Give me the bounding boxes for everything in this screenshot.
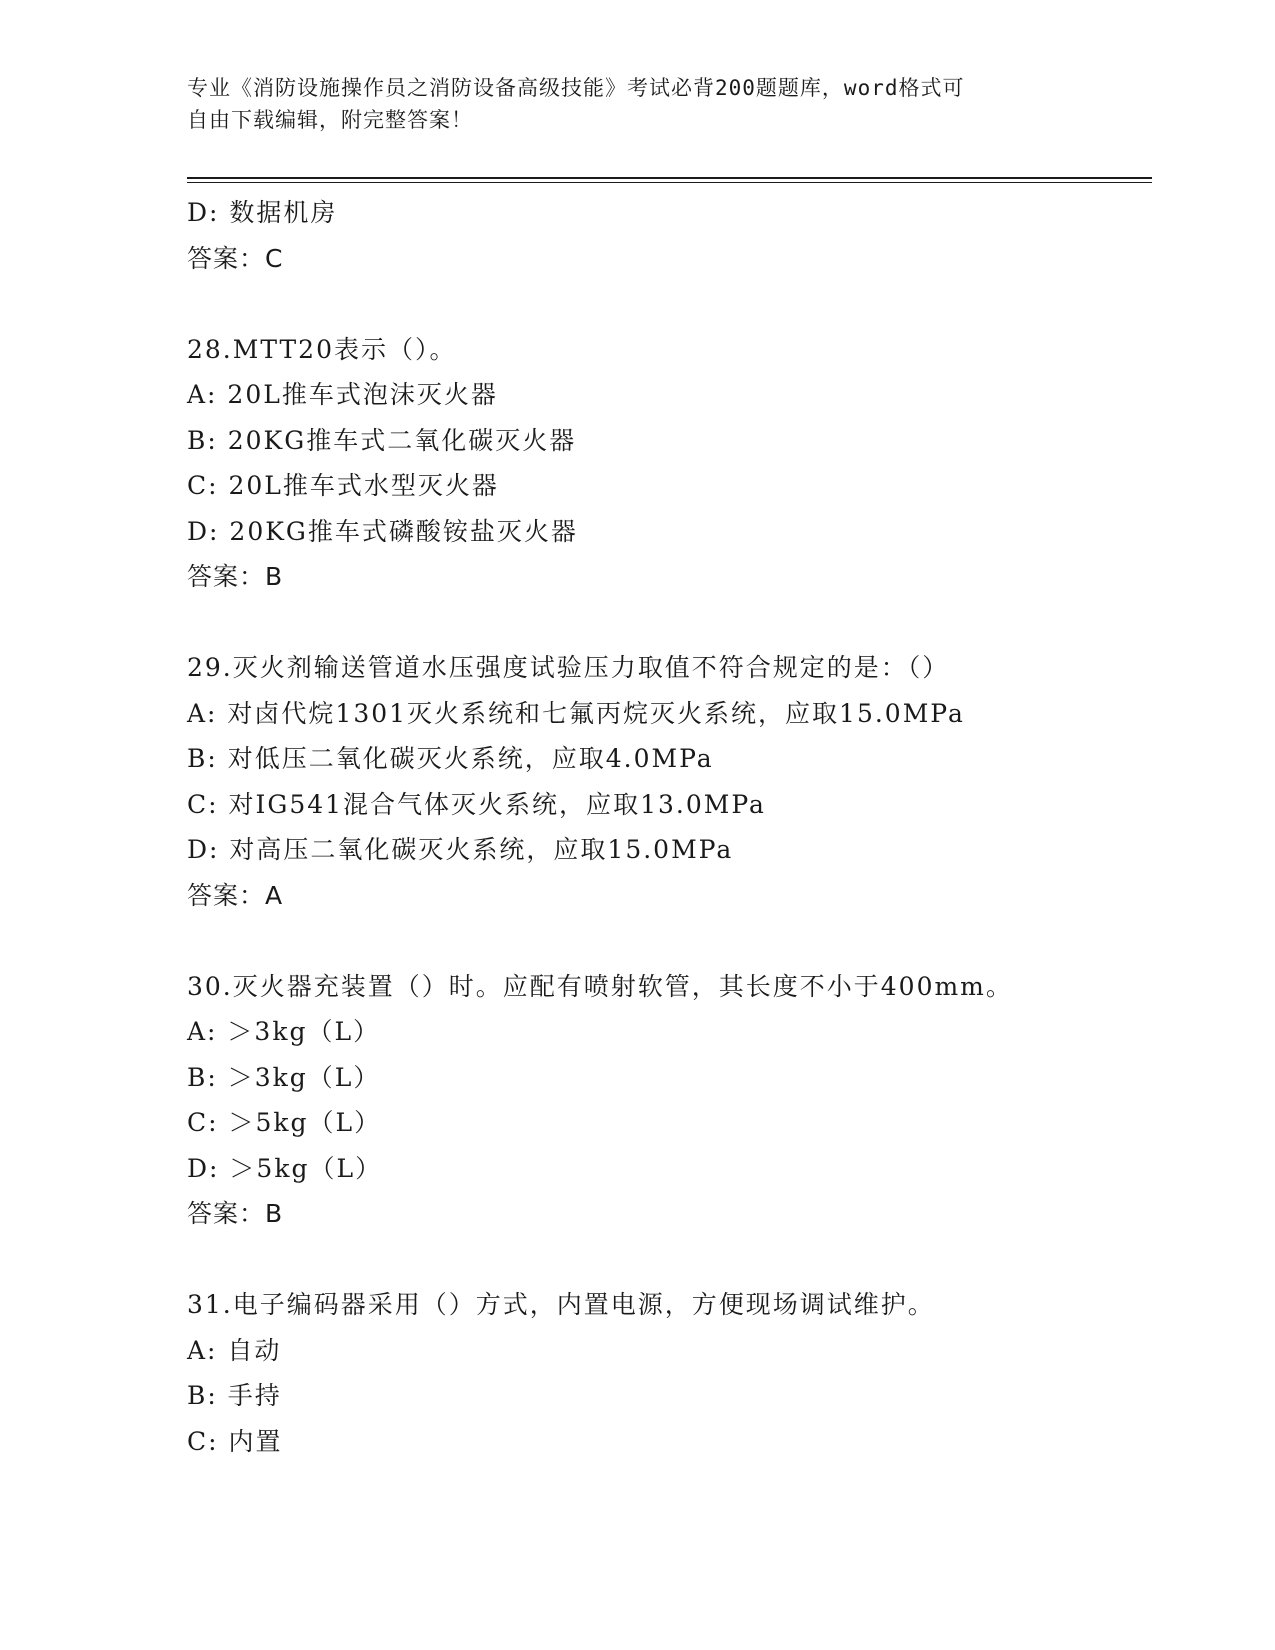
question-option: A: ＞3kg（L） bbox=[187, 1017, 381, 1046]
question-option: A: 自动 bbox=[187, 1335, 282, 1365]
question-option: D: ＞5kg（L） bbox=[187, 1153, 383, 1183]
question-option: C: 内置 bbox=[187, 1426, 283, 1456]
header-line-2: 自由下载编辑，附完整答案！ bbox=[187, 108, 473, 132]
question-answer: 答案：B bbox=[187, 1199, 284, 1228]
fragment-option-d: D: 数据机房 bbox=[187, 198, 338, 227]
header-line-1: 专业《消防设施操作员之消防设备高级技能》考试必背200题题库，word格式可 bbox=[187, 76, 965, 100]
spacer bbox=[187, 281, 1152, 327]
question-option: B: 手持 bbox=[187, 1381, 282, 1410]
question-answer: 答案：B bbox=[187, 562, 284, 591]
question-option: D: 对高压二氧化碳灭火系统，应取15.0MPa bbox=[187, 835, 734, 864]
spacer bbox=[187, 1237, 1152, 1283]
question-answer: 答案：A bbox=[187, 880, 284, 910]
question-option: C: 20L推车式水型灭火器 bbox=[187, 471, 499, 500]
question-option: B: ＞3kg（L） bbox=[187, 1062, 381, 1092]
question-option: D: 20KG推车式磷酸铵盐灭火器 bbox=[187, 516, 578, 546]
question-option: C: 对IG541混合气体灭火系统，应取13.0MPa bbox=[187, 789, 766, 819]
header-divider-thin bbox=[187, 182, 1152, 183]
question-stem: 28.MTT20表示（）。 bbox=[187, 334, 457, 364]
question-stem: 29.灭火剂输送管道水压强度试验压力取值不符合规定的是：（） bbox=[187, 653, 950, 682]
question-stem: 30.灭火器充装置（）时。应配有喷射软管，其长度不小于400mm。 bbox=[187, 971, 1013, 1001]
question-option: C: ＞5kg（L） bbox=[187, 1108, 382, 1137]
header-divider-thick bbox=[187, 177, 1152, 179]
question-list bbox=[187, 190, 1152, 1464]
question-option: A: 20L推车式泡沫灭火器 bbox=[187, 380, 498, 409]
document-header bbox=[187, 72, 1087, 136]
question-stem: 31.电子编码器采用（）方式，内置电源，方便现场调试维护。 bbox=[187, 1290, 935, 1319]
question-option: A: 对卤代烷1301灭火系统和七氟丙烷灭火系统，应取15.0MPa bbox=[187, 698, 965, 728]
spacer bbox=[187, 918, 1152, 964]
question-option: B: 20KG推车式二氧化碳灭火器 bbox=[187, 425, 577, 455]
fragment-answer: 答案：C bbox=[187, 243, 284, 273]
question-option: B: 对低压二氧化碳灭火系统，应取4.0MPa bbox=[187, 744, 714, 773]
spacer bbox=[187, 600, 1152, 646]
